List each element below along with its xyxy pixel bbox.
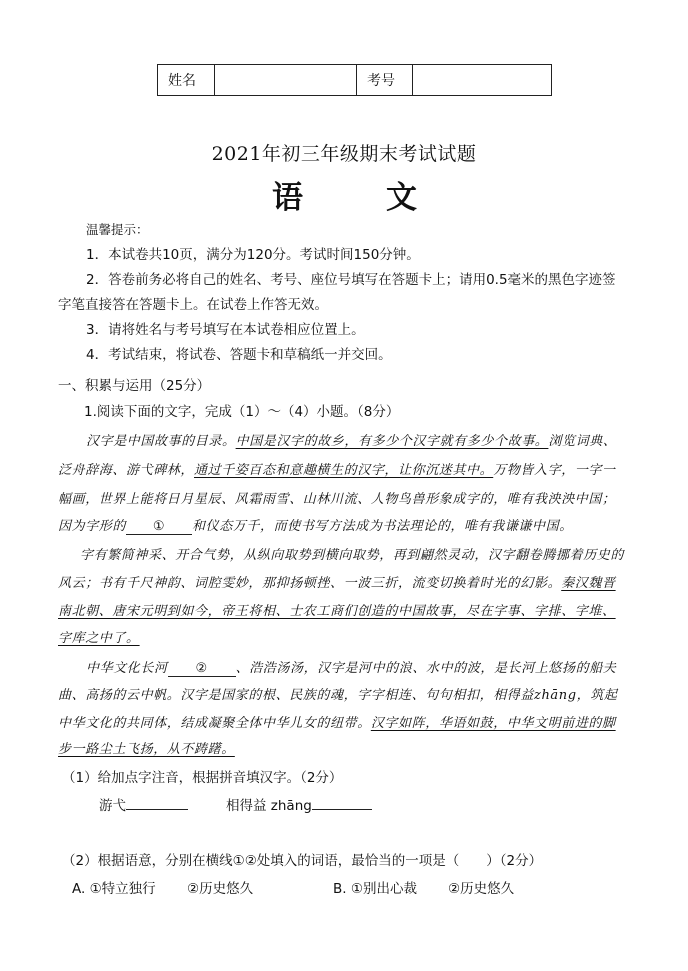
question-1-item-2 — [226, 794, 372, 814]
passage-p3-line3 — [58, 712, 616, 731]
option-b-1[interactable]: B. ①别出心裁 — [333, 881, 417, 897]
passage-text: 万物皆入字，一字一 — [493, 463, 616, 478]
notice-heading: 温馨提示： — [86, 222, 149, 237]
student-info-table — [157, 64, 552, 96]
passage-underlined-text: 中国是汉字的故乡，有多少个汉字就有多少个故事。 — [235, 434, 549, 449]
exam-title: 2021年初三年级期末考试试题 — [211, 143, 477, 165]
passage-p2-line2 — [58, 572, 616, 591]
passage-underlined-text: 秦汉魏晋 — [561, 576, 616, 591]
passage-p1-line1 — [86, 430, 616, 449]
passage-text: 浏览词典、 — [548, 434, 617, 449]
answer-blank-2[interactable] — [312, 795, 372, 810]
subject-char-1: 语 — [272, 180, 303, 216]
passage-text: 泛舟辞海、游弋碑林， — [58, 463, 195, 478]
question-1-text: （1）给加点字注音，根据拼音填汉字。（2分） — [62, 770, 343, 786]
notice-item-3: 3．请将姓名与考号填写在本试卷相应位置上。 — [86, 322, 365, 338]
passage-text: 汉字是中国故事的目录。 — [86, 434, 236, 449]
exam-no-label: 考号 — [357, 65, 413, 96]
passage-p2-line4: 字库之中了。 — [58, 631, 140, 646]
option-b-2: ②历史悠久 — [448, 881, 515, 897]
passage-p3-line1 — [86, 657, 616, 677]
exam-no-field[interactable] — [413, 65, 552, 96]
item-label: 相得益 zhāng — [226, 798, 312, 814]
question-1-item-1 — [99, 794, 188, 814]
notice-item-4: 4．考试结束，将试卷、答题卡和草稿纸一并交回。 — [86, 347, 392, 363]
passage-underlined-text: 汉字如阵，华语如鼓，中华文明前进的脚 — [370, 716, 616, 731]
passage-text: 风云；书有千尺神韵、词腔雯妙，那抑扬顿挫、一波三折，流变切换着时光的幻影。 — [58, 576, 562, 591]
passage-p2-line3: 南北朝、唐宋元明到如今，帝王将相、士农工商们创造的中国故事，尽在字事、字排、字堆、 — [58, 604, 616, 619]
notice-item-2: 2．答卷前务必将自己的姓名、考号、座位号填写在答题卡上；请用0.5毫米的黑色字迹签 — [86, 272, 616, 288]
passage-p1-line2 — [58, 459, 616, 478]
passage-p1-line3: 幅画，世界上能将日月星辰、风霜雨雪、山林川流、人物鸟兽形象成字的，唯有我泱泱中国； — [58, 492, 616, 507]
option-a-2: ②历史悠久 — [187, 881, 254, 897]
passage-p3-line2: 曲、高扬的云中帆。汉字是国家的根、民族的魂，字字相连、句句相扣，相得益zhāng，筑起 — [58, 688, 618, 703]
notice-item-1: 1．本试卷共10页，满分为120分。考试时间150分钟。 — [86, 247, 420, 263]
question-intro: 1.阅读下面的文字，完成（1）～（4）小题。（8分） — [84, 404, 400, 420]
item-label: 游弋 — [99, 798, 126, 814]
section-heading: 一、积累与运用（25分） — [58, 378, 211, 394]
notice-item-2-cont: 字笔直接答在答题卡上。在试卷上作答无效。 — [58, 297, 328, 313]
blank-1[interactable]: ① — [126, 519, 192, 535]
question-2-text: （2）根据语意，分别在横线①②处填入的词语，最恰当的一项是（ ）（2分） — [62, 853, 543, 869]
option-a-1[interactable]: A. ①特立独行 — [72, 881, 156, 897]
passage-underlined-text: 通过千姿百态和意趣横生的汉字，让你沉迷其中。 — [194, 463, 494, 478]
passage-text: 中华文化长河 — [86, 661, 168, 676]
passage-text: 中华文化的共同体，结成凝聚全体中华儿女的纽带。 — [58, 716, 371, 731]
passage-p3-line4: 步一路尘土飞扬，从不踌躇。 — [58, 742, 235, 757]
passage-text: 因为字形的 — [58, 519, 127, 534]
name-field[interactable] — [215, 65, 357, 96]
passage-p2-line1: 字有繁简神采、开合气势，从纵向取势到横向取势，再到翩然灵动，汉字翻卷腾挪着历史的 — [80, 548, 625, 563]
passage-text: 和仪态万千，而使书写方法成为书法理论的，唯有我谦谦中国。 — [192, 519, 573, 534]
subject-char-2: 文 — [386, 180, 417, 216]
passage-text: 、浩浩汤汤，汉字是河中的浪、水中的波，是长河上悠扬的船夫 — [235, 661, 617, 676]
blank-2[interactable]: ② — [168, 661, 236, 677]
name-label: 姓名 — [158, 65, 215, 96]
passage-p1-line4 — [58, 515, 573, 535]
answer-blank-1[interactable] — [126, 795, 188, 810]
